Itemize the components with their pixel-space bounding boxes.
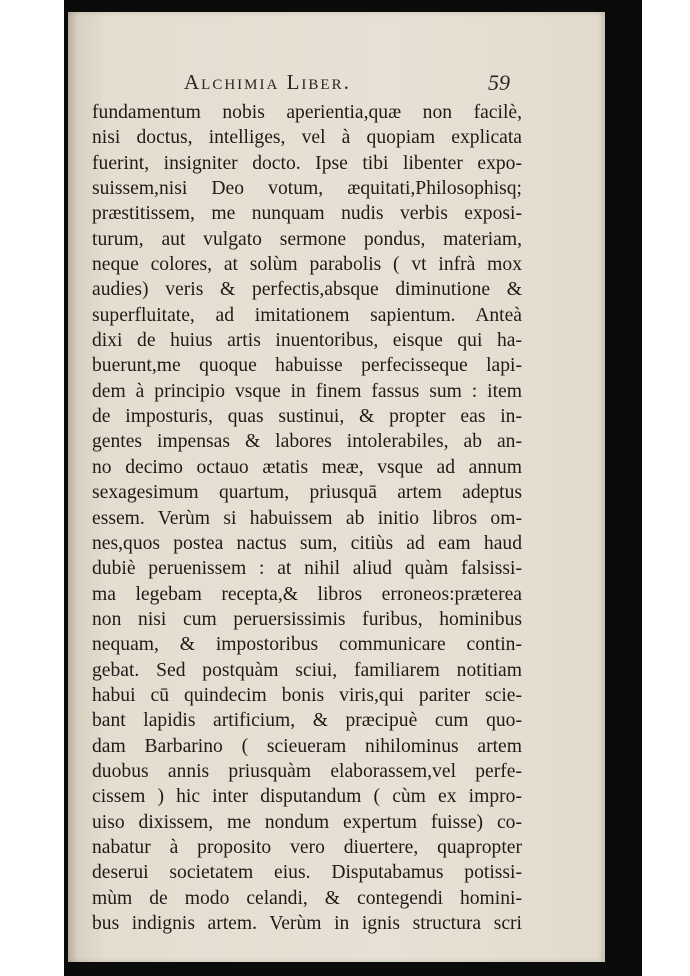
text-line: deserui societatem eius. Disputabamus potissi- [92, 862, 522, 884]
text-line: gentes impensas & labores intolerabiles, ab an- [92, 431, 522, 453]
text-line: buerunt,me quoque habuisse perfecisseque lapi- [92, 355, 522, 377]
text-line: suissem,nisi Deo votum, æquitati,Philosophisq; [92, 178, 522, 200]
text-line: bus indignis artem. Verùm in ignis structura scri [92, 913, 522, 934]
text-line: de imposturis, quas sustinui, & propter eas in- [92, 406, 522, 428]
text-line: essem. Verùm si habuissem ab initio libros om- [92, 507, 522, 529]
text-line: cissem ) hic inter disputandum ( cùm ex impro- [92, 786, 522, 808]
text-line: non nisi cum peruersissimis furibus, hominibus [92, 608, 522, 630]
text-line: dam Barbarino ( scieueram nihilominus artem [92, 735, 522, 757]
text-line: nes,quos postea nactus sum, citiùs ad eam haud [92, 532, 522, 554]
page-number: 59 [488, 70, 510, 95]
text-line: gebat. Sed postquàm sciui, familiarem notitiam [92, 659, 522, 681]
book-page [68, 12, 605, 962]
text-line: nisi doctus, intelliges, vel à quopiam explicata [92, 127, 522, 149]
text-line: fundamentum nobis aperientia,quæ non facilè, [92, 102, 522, 123]
text-line: dem à principio vsque in finem fassus sum : item [92, 380, 522, 402]
text-line: dubiè peruenissem : at nihil aliud quàm falsissi- [92, 558, 522, 580]
text-line: superfluitate, ad imitationem sapientum. Anteà [92, 304, 522, 326]
text-line: ma legebam recepta,& libros erroneos:præterea [92, 583, 522, 605]
body-text [92, 100, 522, 936]
text-line: uiso dixissem, me nondum expertum fuisse) co- [92, 811, 522, 833]
text-line: mùm de modo celandi, & contegendi homini- [92, 887, 522, 909]
right-dark-edge [605, 8, 642, 968]
text-line: præstitissem, me nunquam nudis verbis exposi- [92, 203, 522, 225]
text-line: habui cū quindecim bonis viris,qui pariter scie- [92, 684, 522, 706]
page-header [68, 70, 605, 100]
text-line: fuerint, insigniter docto. Ipse tibi libenter expo- [92, 152, 522, 174]
running-title: Alchimia Liber. [184, 70, 351, 94]
text-line: turum, aut vulgato sermone pondus, materiam, [92, 228, 522, 250]
text-line: sexagesimum quartum, priusquā artem adeptus [92, 482, 522, 504]
text-line: nabatur à proposito vero diuertere, quapropter [92, 836, 522, 858]
text-line: nequam, & impostoribus communicare contin- [92, 634, 522, 656]
text-line: dixi de huius artis inuentoribus, eisque qui ha- [92, 330, 522, 352]
text-line: neque colores, at solùm parabolis ( vt infrà mox [92, 254, 522, 276]
text-line: no decimo octauo ætatis meæ, vsque ad annum [92, 456, 522, 478]
text-line: audies) veris & perfectis,absque diminutione & [92, 279, 522, 301]
text-line: duobus annis priusquàm elaborassem,vel perfe- [92, 760, 522, 782]
text-line: bant lapidis artificium, & præcipuè cum quo- [92, 710, 522, 732]
